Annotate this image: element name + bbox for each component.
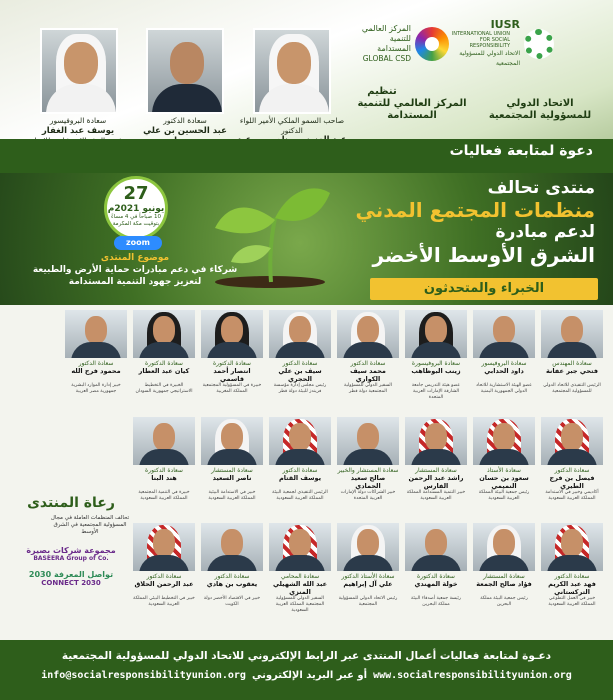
csd-ar: المركز العالمي للتنمية المستدامة — [361, 24, 411, 53]
csd-en: GLOBAL CSD — [362, 54, 411, 63]
portrait-mirza — [146, 28, 224, 114]
speaker-photo — [473, 310, 535, 358]
topic-text: شركاء في دعم مبادرات حماية الأرض والطبيعة لتعزيز جهود التنمية المستدامة — [32, 265, 238, 287]
speaker-card — [473, 417, 535, 525]
speaker-card — [269, 310, 331, 418]
event-timezone: بتوقيت مكة المكرمة — [112, 220, 160, 227]
speaker-title: سعادة الدكتورة — [213, 360, 251, 367]
speaker-role: خبير في الاستدامة البيئية المملكة العربية السعودية — [208, 490, 256, 501]
speaker-role: خبير في التخطيط البيئي المملكة العربية السعودية — [133, 596, 195, 607]
speaker-photo — [541, 417, 603, 465]
speaker-role: أكاديمي وخبير في الاستدامة المملكة العربية السعودية — [545, 490, 599, 501]
speaker-name: فهد عبد الكريم التركستاني — [548, 580, 596, 596]
speaker-name: يعقوب بن هادي — [206, 580, 258, 588]
speaker-title: سعادة الدكتور — [554, 467, 590, 474]
speaker-photo — [133, 310, 195, 358]
speaker-photo — [133, 417, 195, 465]
speaker-card — [269, 417, 331, 525]
speaker-photo — [201, 310, 263, 358]
top-person-1: صاحب السمو الملكي الأمير اللواء الدكتور — [239, 116, 345, 135]
connect-logo: تواصل المعرفة 2030 CONNECT 2030 — [28, 570, 114, 587]
speaker-role: خبير في الاقتصاد الأخضر دولة الكويت — [203, 596, 261, 607]
speaker-title: سعادة الدكتورة — [145, 360, 183, 367]
speaker-card — [133, 310, 195, 418]
top-person-3: سعادة البروفيسور يوسف عبد الغفار — [41, 116, 115, 136]
speaker-photo — [337, 417, 399, 465]
speaker-card — [201, 417, 263, 525]
headline-line2: منظمات المجتمع المدني — [355, 198, 595, 222]
iusr-gear-icon — [524, 29, 554, 59]
speaker-photo — [541, 523, 603, 571]
iusr-name: IUSR — [490, 17, 520, 31]
speaker-title: سعادة البروفيسور — [481, 360, 527, 367]
iusr-ar: الاتحاد الدولي للمسؤولية المجتمعية — [459, 49, 520, 67]
speaker-photo — [541, 310, 603, 358]
iusr-en: INTERNATIONAL UNION FOR SOCIAL RESPONSIBILITY — [451, 30, 510, 49]
speaker-title: سعادة المستشار والخبير — [337, 467, 399, 474]
speaker-name: داود الحدابي — [484, 367, 524, 375]
speaker-role: الرئيس التنفيذي لجمعية البيئة المملكة العربية السعودية — [272, 490, 328, 501]
speaker-card — [337, 310, 399, 418]
speaker-title: سعادة الدكتور — [282, 360, 318, 367]
speaker-name: فيصل بن فرج الطيري — [549, 474, 595, 490]
speaker-title: سعادة البروفيسورة — [411, 360, 461, 367]
speaker-card — [405, 417, 467, 525]
speaker-photo — [201, 417, 263, 465]
speaker-name: سيف بن علي الحجري — [278, 367, 322, 383]
speaker-card — [337, 417, 399, 525]
speaker-title: سعادة الدكتور — [214, 573, 250, 580]
speaker-photo — [405, 523, 467, 571]
speaker-role: رئيس الاتحاد الدولي للمسؤولية المجتمعية — [338, 596, 398, 607]
speaker-role: السفير الدولي للمسؤولية المجتمعية دولة قطر — [344, 383, 392, 394]
speaker-name: هند البنا — [151, 474, 177, 482]
speaker-name: راشد عبد الرحمن الفارس — [408, 474, 464, 490]
speaker-photo — [65, 310, 127, 358]
speaker-role: رئيس جمعية البيئة المملكة العربية السعودية — [478, 490, 530, 501]
speaker-name: زينب البوظاهب — [411, 367, 461, 375]
speaker-title: سعادة الدكتور — [350, 360, 386, 367]
zoom-badge[interactable] — [114, 236, 162, 250]
speaker-name: انتصار أحمد قاسمي — [213, 367, 251, 383]
top-person-2: سعادة الدكتور عبد الحسين بن علي — [143, 116, 227, 136]
event-date-badge — [104, 176, 168, 240]
speaker-name: كيان عبد العطار — [138, 367, 190, 375]
topic-label: موضوع المنتدى — [100, 253, 170, 263]
headline-line4: الشرق الأوسط الأخضر — [372, 243, 595, 267]
speaker-card — [201, 523, 263, 631]
speaker-role: خبير التنمية المستدامة المملكة العربية السعودية — [406, 490, 466, 501]
speaker-photo — [337, 310, 399, 358]
speaker-card — [541, 523, 603, 631]
speaker-card — [473, 310, 535, 418]
speaker-title: سعادة الدكتور — [146, 573, 182, 580]
speaker-role: خبيرة في المسؤولية المجتمعية المملكة المغربية — [202, 383, 262, 394]
csd-logo — [355, 14, 449, 74]
alliance-text: تحالف المنظمات العاملة في مجال المسؤولية المجتمعية في الشرق الأوسط — [50, 515, 130, 535]
speaker-name: فتحي جبر عفانة — [545, 367, 599, 375]
organizer-csd: المركز العالمي للتنمية المستدامة — [357, 98, 467, 121]
header-banner — [0, 0, 613, 305]
speaker-card — [473, 523, 535, 631]
speaker-card — [405, 523, 467, 631]
footer-email[interactable]: info@socialresponsibilityunion.org — [41, 670, 246, 681]
speaker-role: رئيس جمعية البيئة مملكة البحرين — [480, 596, 528, 607]
speaker-title: سعادة المهندس — [552, 360, 592, 367]
speaker-title: سعادة الدكتورة — [417, 573, 455, 580]
basheera-logo: مجموعة شركات بصيرة BASEERA Group of Co. — [26, 546, 116, 562]
speaker-title: سعادة الدكتور — [78, 360, 114, 367]
speaker-title: سعادة المحامي — [280, 573, 320, 580]
speaker-photo — [201, 523, 263, 571]
speaker-card — [65, 310, 127, 418]
speaker-role: الخبيرة في التخطيط الاستراتيجي جمهورية السودان — [135, 383, 193, 394]
organizer-iusr: الاتحاد الدولي للمسؤولية المجتمعية — [488, 98, 592, 121]
speaker-role: عضو هيئة التدريس جامعة الشارقة الإمارات العربية المتحدة — [411, 383, 461, 400]
speaker-name: فؤاد صالح الجمعة — [476, 580, 532, 588]
sponsors-title: رعاة المنتدى — [27, 495, 115, 511]
speaker-photo — [405, 310, 467, 358]
speaker-card — [541, 417, 603, 525]
speaker-card — [541, 310, 603, 418]
speaker-card — [269, 523, 331, 631]
speaker-title: سعادة الدكتور — [554, 573, 590, 580]
speaker-name: عبد الرحمن الحلاق — [134, 580, 194, 588]
speaker-photo — [405, 417, 467, 465]
speaker-card — [133, 417, 195, 525]
portrait-prince — [253, 28, 331, 114]
footer-or: أو عبر البريد الإلكتروني — [251, 670, 368, 681]
footer-invite: دعـوة لمتابعة فعاليات أعمال المنتدى عبر الرابط الإلكتروني للاتحاد الدولي للمسؤولية المجتمعية — [61, 650, 552, 662]
footer-url[interactable]: www.socialresponsibilityunion.org — [373, 670, 572, 681]
speaker-title: سعادة الأستاذ — [487, 467, 521, 474]
speaker-role: خبير إدارة الموارد البشرية جمهورية مصر العربية — [71, 383, 121, 394]
speaker-card — [405, 310, 467, 418]
speaker-photo — [269, 523, 331, 571]
speaker-title: سعادة المستشار — [483, 573, 525, 580]
speaker-role: رئيس مجلس إدارة مؤسسة فريندز للبيئة دولة قطر — [273, 383, 327, 394]
speaker-card — [337, 523, 399, 631]
speaker-name: محمد سيف الكواري — [350, 367, 386, 383]
invite-text: دعوة لمتابعة فعاليات — [449, 143, 593, 159]
speaker-role: رئيسة جمعية أصدقاء البيئة مملكة البحرين — [410, 596, 462, 607]
speaker-photo — [133, 523, 195, 571]
sponsors-box — [12, 495, 130, 635]
speaker-role: خبير في العمل التطوعي المملكة العربية السعودية — [548, 596, 596, 607]
portrait-abdulghaffar — [40, 28, 118, 114]
speaker-photo — [269, 310, 331, 358]
organizers-label: تنظيم — [367, 86, 397, 97]
zoom-label: zoom — [126, 238, 150, 247]
speaker-title: سعادة الأستاذ الدكتور — [341, 573, 395, 580]
headline-line1: منتدى تحالف — [487, 178, 595, 198]
speaker-name: ناصر السعيد — [212, 474, 252, 482]
speaker-title: سعادة المستشار — [415, 467, 457, 474]
csd-ring-icon — [415, 27, 449, 61]
speaker-card — [133, 523, 195, 631]
speaker-role: خبير الشراكات دولة الإمارات العربية المتحدة — [340, 490, 396, 501]
footer-bar — [0, 640, 613, 700]
speaker-title: سعادة الدكتورة — [145, 467, 183, 474]
event-day: 27 — [123, 183, 149, 204]
speaker-photo — [337, 523, 399, 571]
speaker-role: الرئيس التنفيذي للاتحاد الدولي للمسؤولية المجتمعية — [543, 383, 601, 394]
speaker-role: عضو الهيئة الاستشارية للاتحاد الدولي الجمهورية اليمنية — [476, 383, 532, 394]
speaker-name: عبد الله الشهيلي المنزي — [272, 580, 328, 596]
speaker-title: سعادة المستشار — [211, 467, 253, 474]
speaker-photo — [473, 417, 535, 465]
speaker-role: خبيرة في التنمية المجتمعية المملكة العربية السعودية — [138, 490, 190, 501]
footer-contacts — [0, 670, 613, 681]
headline-line3: لدعم مبادرة — [495, 222, 595, 242]
speaker-name: يوسف القتام — [278, 474, 322, 482]
speaker-role: السفير الدولي للمسؤولية المجتمعية المملكة العربية السعودية — [275, 596, 325, 613]
speaker-photo — [269, 417, 331, 465]
speaker-name: خولة المهندي — [414, 580, 458, 588]
speaker-name: علي آل إبراهيم — [343, 580, 393, 588]
speaker-name: صالح سعيد الحمادي — [350, 474, 386, 490]
iusr-logo — [440, 14, 554, 74]
event-month: يونيو 2021م — [107, 204, 165, 214]
speaker-title: سعادة الدكتور — [282, 467, 318, 474]
speaker-name: محمود فرج الله — [71, 367, 121, 375]
event-time: 10 صباحاً في 4 مساءً — [111, 214, 161, 220]
speaker-name: سعود بن حسان النميمي — [479, 474, 529, 490]
speaker-photo — [473, 523, 535, 571]
forum-topic — [20, 252, 250, 288]
speaker-card — [201, 310, 263, 418]
experts-banner: الخبراء والمتحدثون — [370, 278, 598, 300]
